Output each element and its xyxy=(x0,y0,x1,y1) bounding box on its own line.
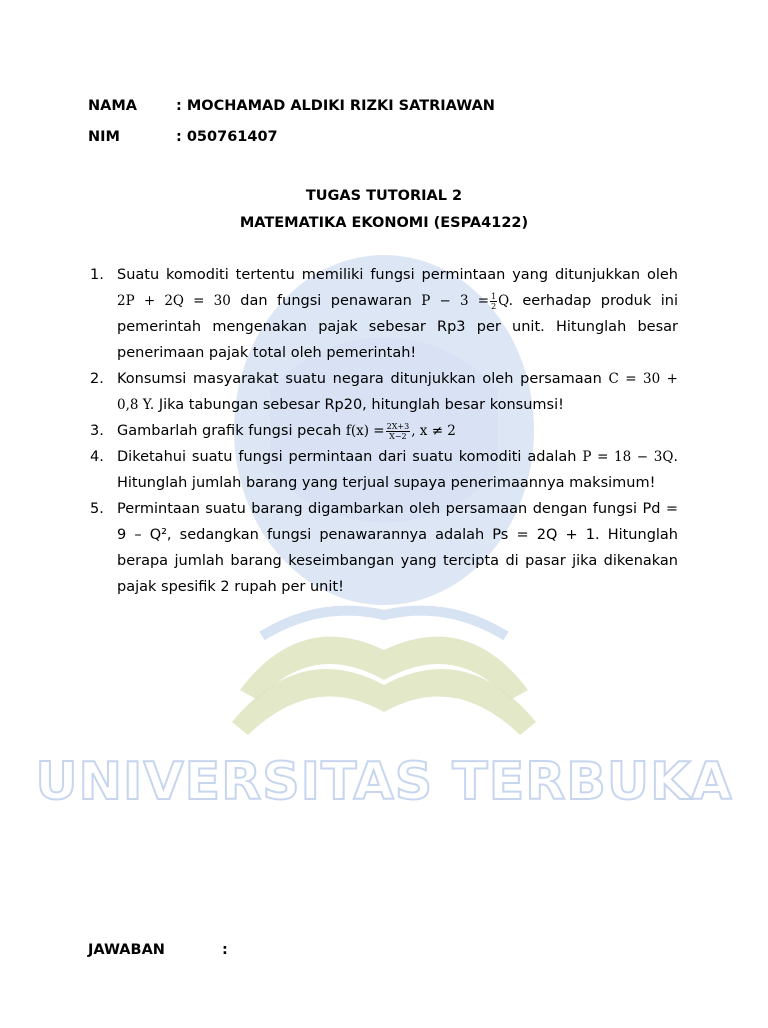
title-line-1: TUGAS TUTORIAL 2 xyxy=(305,188,463,204)
question-number: 2. xyxy=(90,371,104,387)
question-4 xyxy=(90,444,678,496)
question-text: dan fungsi penawaran xyxy=(240,293,412,309)
math-expression: , x ≠ 2 xyxy=(411,423,456,439)
question-list xyxy=(90,262,678,600)
fraction-numerator: 1 xyxy=(491,291,497,301)
question-1 xyxy=(90,262,678,366)
question-text: Permintaan suatu barang digambarkan oleh persamaan dengan fungsi Pd = 9 – Q², sedangkan fungsi penawarannya adalah Ps = 2Q + 1. Hitunglah berapa jumlah barang keseimbangan yang tercipta di pasar jika dikenakan pajak spesifik 2 rupah per unit! xyxy=(117,501,678,595)
question-3 xyxy=(90,418,678,444)
title-line-2: MATEMATIKA EKONOMI (ESPA4122) xyxy=(239,215,529,231)
watermark-text: UNIVERSITAS TERBUKA xyxy=(35,752,733,812)
fraction-denominator: 2 xyxy=(491,301,497,311)
question-number: 3. xyxy=(90,423,104,439)
question-5 xyxy=(90,496,678,600)
question-number: 5. xyxy=(90,501,104,517)
fraction-denominator: X−2 xyxy=(389,431,407,441)
fraction xyxy=(490,292,497,311)
question-text: Jika tabungan sebesar Rp20, hitunglah besar konsumsi! xyxy=(158,397,564,413)
answer-label: JAWABAN xyxy=(88,942,165,958)
nim-label: NIM xyxy=(88,129,120,145)
question-text: eerhadap produk ini pemerintah mengenakan pajak sebesar Rp3 per unit. Hitunglah besar penerimaan pajak total oleh pemerintah! xyxy=(117,293,678,361)
question-text: Diketahui suatu fungsi permintaan dari suatu komoditi adalah xyxy=(117,449,577,465)
question-text: Konsumsi masyarakat suatu negara ditunjukkan oleh persamaan xyxy=(117,371,602,387)
math-expression: P − 3 = xyxy=(421,293,490,309)
question-2 xyxy=(90,366,678,418)
math-expression: C = 30 + 0,8 Y. xyxy=(117,371,678,413)
name-label: NAMA xyxy=(88,98,138,114)
math-expression: f(x) = xyxy=(345,423,385,439)
math-expression: Q. xyxy=(498,293,513,309)
math-expression: 2P + 2Q = 30 xyxy=(117,293,231,309)
fraction-numerator: 2X+3 xyxy=(386,421,410,431)
question-number: 1. xyxy=(90,267,104,283)
question-text: Gambarlah grafik fungsi pecah xyxy=(117,423,342,439)
fraction xyxy=(386,422,411,441)
answer-section xyxy=(88,942,228,958)
answer-colon: : xyxy=(222,942,228,958)
question-text: Suatu komoditi tertentu memiliki fungsi permintaan yang ditunjukkan oleh xyxy=(117,267,678,283)
name-value: : MOCHAMAD ALDIKI RIZKI SATRIAWAN xyxy=(176,98,495,114)
question-text: . Hitunglah jumlah barang yang terjual supaya penerimaannya maksimum! xyxy=(117,449,678,491)
nim-value: : 050761407 xyxy=(176,129,278,145)
math-expression: P = 18 − 3Q xyxy=(582,449,674,465)
question-number: 4. xyxy=(90,449,104,465)
